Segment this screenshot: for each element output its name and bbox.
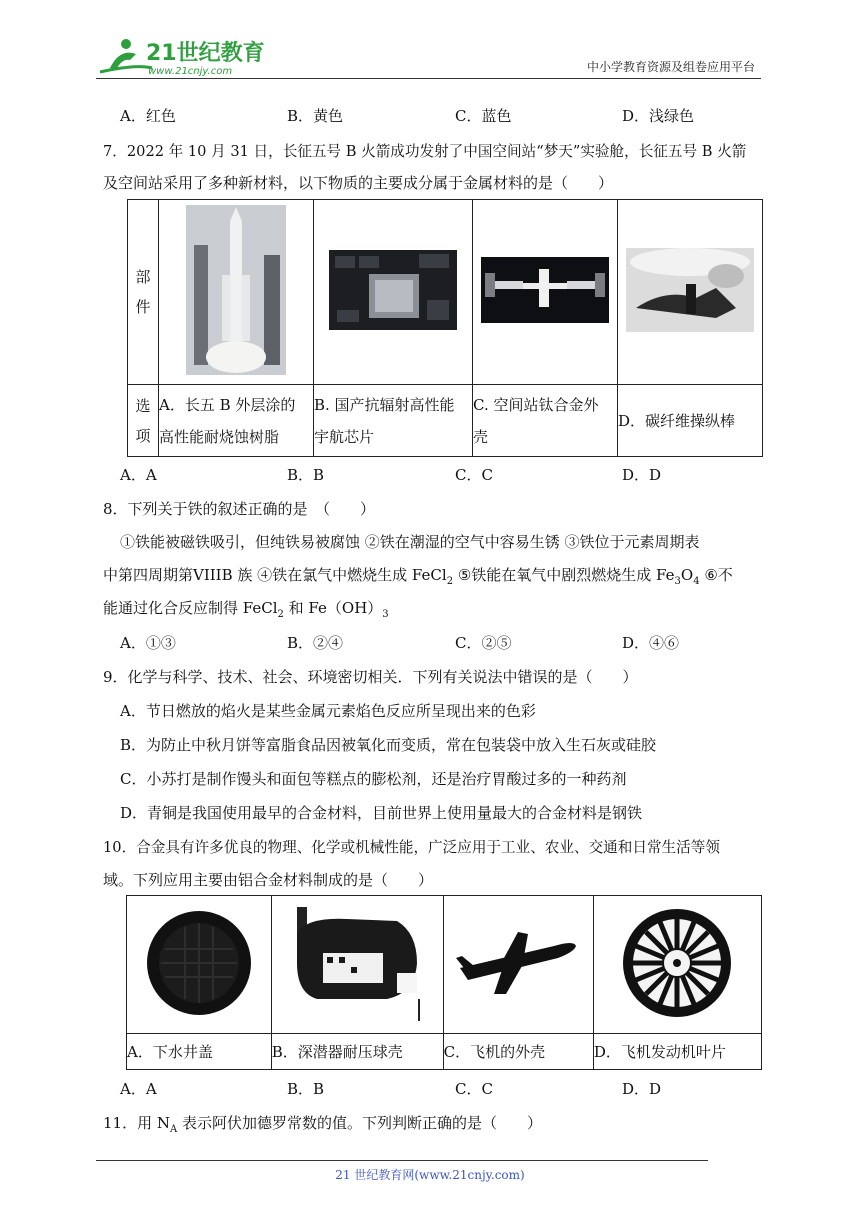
q7-option-d: D．D [622,466,662,484]
q10-option-b: B．B [287,1080,325,1098]
footer-site-text: 21 世纪教育网(www.21cnjy.com) [335,1168,525,1182]
q7-cell-d: D．碳纤维操纵棒 [618,385,763,457]
q9-option-c: C．小苏打是制作馒头和面包等糕点的膨松剂，还是治疗胃酸过多的一种药剂 [120,770,627,788]
q7-row-head-options: 选 项 [128,385,159,457]
q7-image-rocket [159,200,314,385]
q10-stem-line2: 域。下列应用主要由铝合金材料制成的是（ ） [103,871,434,889]
q6-option-c: C．蓝色 [455,107,512,125]
q10-cell-d: D．飞机发动机叶片 [593,1034,761,1070]
q7-cell-a: A．长五 B 外层涂的 高性能耐烧蚀树脂 [159,385,314,457]
header-platform-text: 中小学教育资源及组卷应用平台 [586,60,755,74]
q7-cell-b: B. 国产抗辐射高性能 宇航芯片 [314,385,473,457]
q8-option-a: A．①③ [120,634,176,652]
q7-image-space-station [473,200,618,385]
q8-statement-line2: 中第四周期第VIIIB 族 ④铁在氯气中燃烧生成 FeCl$_2$ ⑤铁能在氧气中剧烈燃烧生成 $Fe_3O_4$ ⑥不 [103,566,733,587]
q7-cell-c: C. 空间站钛合金外 壳 [473,385,618,457]
svg-text:21世纪教育: 21世纪教育 [146,41,265,66]
q8-stem: 8．下列关于铁的叙述正确的是 （ ） [103,500,376,518]
q11-stem: 11．用 $N_A$ 表示阿伏加德罗常数的值。下列判断正确的是（ ） [103,1114,542,1135]
q10-stem-line1: 10．合金具有许多优良的物理、化学或机械性能，广泛应用于工业、农业、交通和日常生活等领 [103,839,720,856]
q10-option-a: A．A [120,1080,157,1098]
q10-table [126,895,762,1070]
q8-statement-line3: 能通过化合反应制得 FeCl$_2$ 和 $Fe(OH)_3$ [103,599,389,620]
q6-option-d: D．浅绿色 [622,107,695,125]
q10-image-submersible [271,896,443,1034]
q8-option-d: D．④⑥ [622,634,680,652]
header-divider [96,78,761,79]
q10-option-c: C．C [455,1080,493,1098]
q10-option-d: D．D [622,1080,662,1098]
q10-image-engine-blades [593,896,761,1034]
q7-table [127,199,763,457]
q8-option-c: C．②⑤ [455,634,512,652]
q9-option-a: A．节日燃放的焰火是某些金属元素焰色反应所呈现出来的色彩 [120,702,536,720]
q8-option-b: B．②④ [287,634,344,652]
q9-option-b: B．为防止中秋月饼等富脂食品因被氧化而变质，常在包装袋中放入生石灰或硅胶 [120,736,657,754]
q7-option-b: B．B [287,466,325,484]
q6-option-a: A．红色 [120,107,176,125]
svg-text:www.21cnjy.com: www.21cnjy.com [148,66,233,77]
q7-option-a: A．A [120,466,157,484]
q10-cell-a: A．下水井盖 [127,1034,272,1070]
q7-option-c: C．C [455,466,493,484]
q7-stem-line2: 及空间站采用了多种新材料，以下物质的主要成分属于金属材料的是（ ） [103,174,614,192]
q10-image-manhole-cover [127,896,272,1034]
q8-statement-line1: ①铁能被磁铁吸引，但纯铁易被腐蚀 ②铁在潮湿的空气中容易生锈 ③铁位于元素周期表 [120,533,700,551]
q7-image-joystick [618,200,763,385]
q7-row-head-parts: 部 件 [128,200,159,385]
q10-image-airplane [443,896,593,1034]
q10-cell-b: B．深潜器耐压球壳 [271,1034,443,1070]
q7-image-chip [314,200,473,385]
q6-option-b: B．黄色 [287,107,344,125]
footer-divider [96,1160,708,1161]
q9-stem: 9．化学与科学、技术、社会、环境密切相关．下列有关说法中错误的是（ ） [103,668,638,686]
q7-stem-line1: 7．2022 年 10 月 31 日，长征五号 B 火箭成功发射了中国空间站“梦天”实验舱，长征五号 B 火箭 [103,143,747,160]
q10-cell-c: C．飞机的外壳 [443,1034,593,1070]
q9-option-d: D．青铜是我国使用最早的合金材料，目前世界上使用量最大的合金材料是钢铁 [120,804,643,822]
site-logo [96,34,266,78]
